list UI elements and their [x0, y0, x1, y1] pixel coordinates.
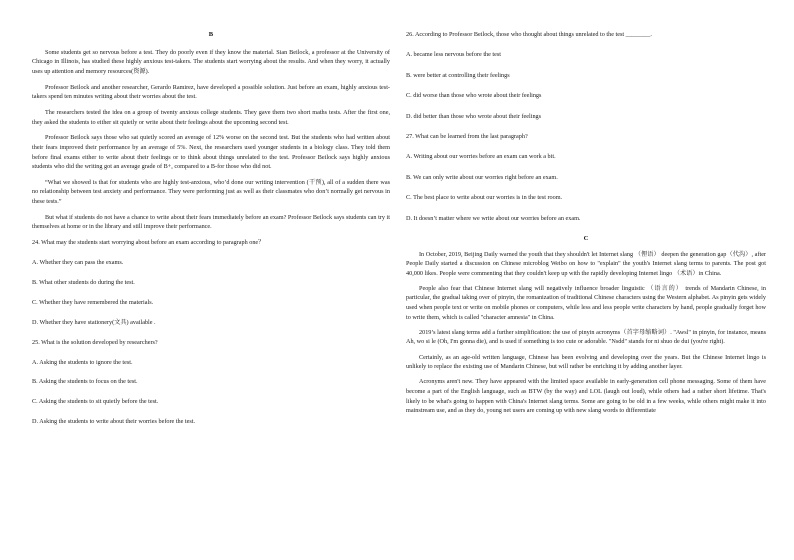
option-24c: C. Whether they have remembered the materials. [32, 298, 154, 306]
option-26a: A. became less nervous before the test [406, 51, 502, 59]
question-25-stem: 25. What is the solution developed by researchers? [32, 338, 158, 346]
paragraph: Professor Beilock and another researcher, Gerardo Ramirez, have developed a possible solution. Just before an exam, highly anxious test-takers spend ten minutes writing about their worries about the test. [32, 83, 390, 101]
option-25a: A. Asking the students to ignore the test. [32, 358, 133, 366]
option-26d: D. did better than those who wrote about their feelings [406, 112, 542, 120]
paragraph: 2019’s latest slang terms add a further simplification: the use of pinyin acronyms（首字母缩略词）. "Awsl" in pinyin, for instance, means Ah, wo si le (Oh, I'm gonna die), and is used if something is too cute or adorable. "Nsdd" stands for ni shuo de dui (you're right). [406, 328, 766, 346]
option-27d: D. It doesn’t matter where we write about our worries before an exam. [406, 214, 581, 222]
paragraph: “What we showed is that for students who are highly test-anxious, who’d done our writing intervention (干预), all of a sudden there was no relationship between test anxiety and performance. They were performing just as well as their classmates who don’t normally get nervous in these tests.” [32, 178, 390, 206]
option-26b: B. were better at controlling their feelings [406, 71, 510, 79]
option-24d: D. Whether they have stationery(文具) available . [32, 318, 156, 326]
option-25d: D. Asking the students to write about their worries before the test. [32, 418, 196, 426]
option-24a: A. Whether they can pass the exams. [32, 259, 124, 267]
option-24b: B. What other students do during the test. [32, 279, 135, 286]
paragraph: But what if students do not have a chance to write about their fears immediately before an exam? Professor Beilock says students can try it themselves at home or in the library and still improve their performance. [32, 213, 390, 231]
paragraph: Certainly, as an age-old written language, Chinese has been evolving and developing over the years. But the Chinese Internet lingo is unlikely to replace the existing use of Mandarin Chinese, but will rather be enriching it by adding another layer. [406, 353, 766, 371]
question-26-stem: 26. According to Professor Beilock, those who thought about things unrelated to the test ________. [406, 31, 652, 38]
paragraph: The researchers tested the idea on a group of twenty anxious college students. They gave them two short maths tests. After the first one, they asked the students to either sit quietly or write about their feelings about the upcoming second test. [32, 108, 390, 126]
paragraph: People also fear that Chinese Internet slang will negatively influence broader linguistic （语言的） trends of Mandarin Chinese, in particular, the gradual taking over of pinyin, the romanization of traditional Chinese characters using the Western alphabet. As pinyin gets widely used when people text or write on mobile phones or computers, while less and less people write characters by hand, people gradually forget how to write them, which is called "character amnesia" in China. [406, 284, 766, 321]
paragraph: In October, 2019, Beijing Daily warned the youth that they shouldn't let Internet slang （俚语） deepen the generation gap（代沟）, after People Daily started a discussion on Chinese microblog Weibo on how to "explain" the youth's Internet slang terms to parents. The post got 40,000 likes. People were commenting that they couldn't keep up with the rapidly developing Internet lingo （术语）in China. [406, 250, 766, 277]
section-heading-c: C [583, 234, 589, 242]
question-24-stem: 24. What may the students start worrying about before an exam according to paragraph one？ [32, 239, 265, 247]
left-column [32, 30, 390, 437]
option-25c: C. Asking the students to sit quietly before the test. [32, 398, 159, 406]
option-27c: C. The best place to write about our worries is in the test room. [406, 194, 563, 202]
right-column [406, 30, 766, 421]
paragraph: Some students get so nervous before a test. They do poorly even if they know the material. Sian Beilock, a professor at the University of Chicago in Illinois, has studied these highly anxious test-takers. The students start worrying about the results. And when they worry, it actually uses up attention and memory resources(资源). [32, 48, 390, 75]
paragraph: Professor Beilock says those who sat quietly scored an average of 12% worse on the second test. But the students who had written about their fears improved their performance by an average of 5%. Next, the researchers used younger students in a biology class. They told them before final exams either to write about their feelings or to think about things unrelated to the test. Professor Beilock says highly anxious students who did the writing got an average grade of B+, compared to a B-for those who did not. [32, 134, 390, 171]
paragraph: Acronyms aren't new. They have appeared with the limited space available in early-generation cell phone messaging. Some of them have become a part of the English language, such as BTW (by the way) and LOL (laugh out loud), while others had a rather short lifetime. That's likely to be what's going to happen with China's Internet slang terms. Some are going to be old in a few weeks, while others might make it into mainstream use, and as they do, young net users are coming up with new slang words to differentiate [406, 378, 766, 415]
question-27-stem: 27. What can be learned from the last paragraph? [406, 132, 528, 140]
option-26c: C. did worse than those who wrote about their feelings [406, 92, 542, 100]
option-25b: B. Asking the students to focus on the test. [32, 378, 138, 386]
option-27b: B. We can only write about our worries right before an exam. [406, 173, 558, 181]
option-27a: A. Writing about our worries before an exam can work a bit. [406, 153, 556, 161]
section-heading-b: B [208, 31, 214, 38]
